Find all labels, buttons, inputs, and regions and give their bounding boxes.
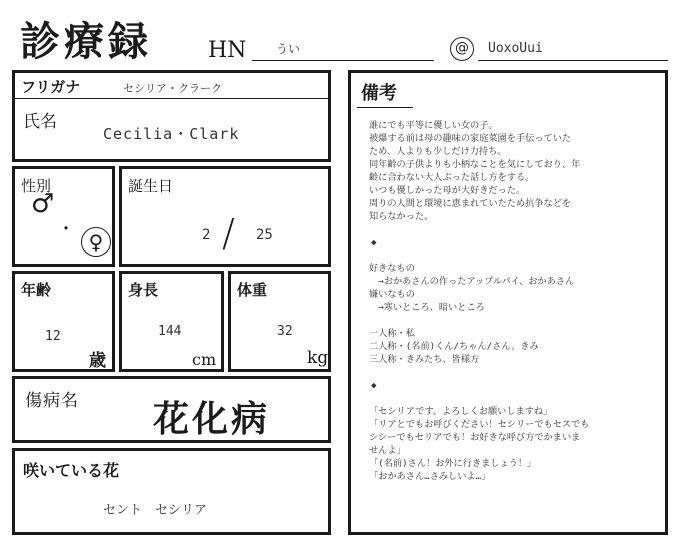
furigana-label: フリガナ [21, 78, 81, 96]
pronoun-line: 三人称・きみたち、皆様方 [369, 354, 480, 365]
birthday-month: 2 [202, 227, 211, 243]
diamond-bullet: ◆ [371, 380, 377, 391]
quote-line: 「セシリアです。よろしくお願いしますね」 [369, 406, 553, 417]
bio-line: 知らなかった。 [369, 211, 434, 222]
at-icon [450, 37, 474, 61]
height-box [119, 271, 224, 372]
birthday-label: 誕生日 [128, 177, 174, 195]
handle-value: UoxoUui [488, 41, 543, 56]
weight-value: 32 [277, 324, 293, 339]
disease-label: 傷病名 [25, 391, 79, 411]
weight-box [228, 271, 331, 372]
sex-box [12, 166, 115, 267]
birthday-slash: / [222, 211, 235, 255]
hn-label: HN [208, 38, 247, 63]
sex-label: 性別 [21, 177, 52, 195]
quote-line: 「リアとでもお呼びください！セシリーでもセスでも [369, 419, 590, 430]
bio-line: いつも優しかった母が大好きだった。 [369, 185, 526, 196]
remarks-label: 備考 [361, 83, 397, 104]
name-label: 氏名 [23, 112, 57, 132]
pronoun-line: 二人称・(名前)くん/ちゃん/さん、きみ [369, 341, 539, 352]
furigana-value: セシリア・クラーク [123, 82, 222, 95]
age-box [12, 271, 115, 372]
pronoun-line: 一人称・私 [369, 328, 415, 339]
name-box [12, 70, 331, 162]
name-value: Cecilia・Clark [103, 125, 240, 143]
quote-line: せんよ」 [369, 445, 406, 456]
disease-value: 花化病 [153, 398, 271, 440]
quote-line: 「(名前)さん！お外に行きましょう！」 [369, 458, 537, 469]
weight-label: 体重 [237, 281, 268, 299]
bio-line: 齢に合わない大人ぶった話し方をする。 [369, 172, 535, 183]
quotes-section [369, 405, 590, 483]
flower-label: 咲いている花 [23, 461, 120, 480]
handle-underline [478, 60, 668, 61]
height-value: 144 [158, 324, 182, 339]
bio-line: 同年齢の子供よりも小柄なことを気にしており、年 [369, 159, 581, 170]
remarks-label-underline [357, 107, 413, 108]
bio-line: ため、人よりも少しだけ力持ち。 [369, 146, 507, 157]
hn-underline [252, 60, 434, 61]
likes-line: →寒いところ、暗いところ [369, 302, 485, 313]
age-value: 12 [45, 329, 61, 344]
bio-line: 誰にでも平等に優しい女の子。 [369, 120, 498, 131]
likes-line: →おかあさんの作ったアップルパイ、おかあさん [369, 276, 575, 287]
sex-separator: ・ [57, 219, 75, 240]
remarks-notes [369, 119, 590, 483]
birthday-day: 25 [256, 227, 273, 243]
male-icon: ♂ [31, 189, 55, 219]
remarks-box [348, 70, 668, 535]
quote-line: 「おかあさん…さみしいよ…」 [369, 471, 491, 482]
quote-line: シシーでもセリアでも！お好きな呼び方でかまいま [369, 432, 581, 443]
female-icon: ♀ [88, 230, 104, 254]
bio-section [369, 119, 590, 223]
hn-value: うい [276, 42, 301, 56]
page-title: 診療録 [20, 18, 152, 65]
flower-value: セント セシリア [103, 503, 208, 518]
likes-line: 好きなもの [369, 263, 415, 274]
bio-line: 被爆する前は母の趣味の家庭菜園を手伝っていた [369, 133, 572, 144]
likes-line: 嫌いなもの [369, 289, 415, 300]
furigana-divider [15, 98, 328, 99]
age-label: 年齢 [21, 281, 52, 299]
diamond-bullet: ◆ [371, 237, 377, 248]
at-symbol: @ [455, 40, 469, 56]
bio-line: 周りの人間と環境に恵まれていたため抗争などを [369, 198, 572, 209]
birthday-box [119, 166, 331, 267]
height-unit: cm [192, 350, 217, 369]
weight-unit: kg [307, 348, 329, 368]
likes-section [369, 262, 590, 314]
flower-box [12, 448, 331, 535]
female-icon-selected [81, 227, 111, 257]
age-unit: 歳 [89, 351, 106, 371]
disease-box [12, 376, 331, 443]
height-label: 身長 [128, 281, 159, 299]
pronouns-section [369, 327, 590, 366]
